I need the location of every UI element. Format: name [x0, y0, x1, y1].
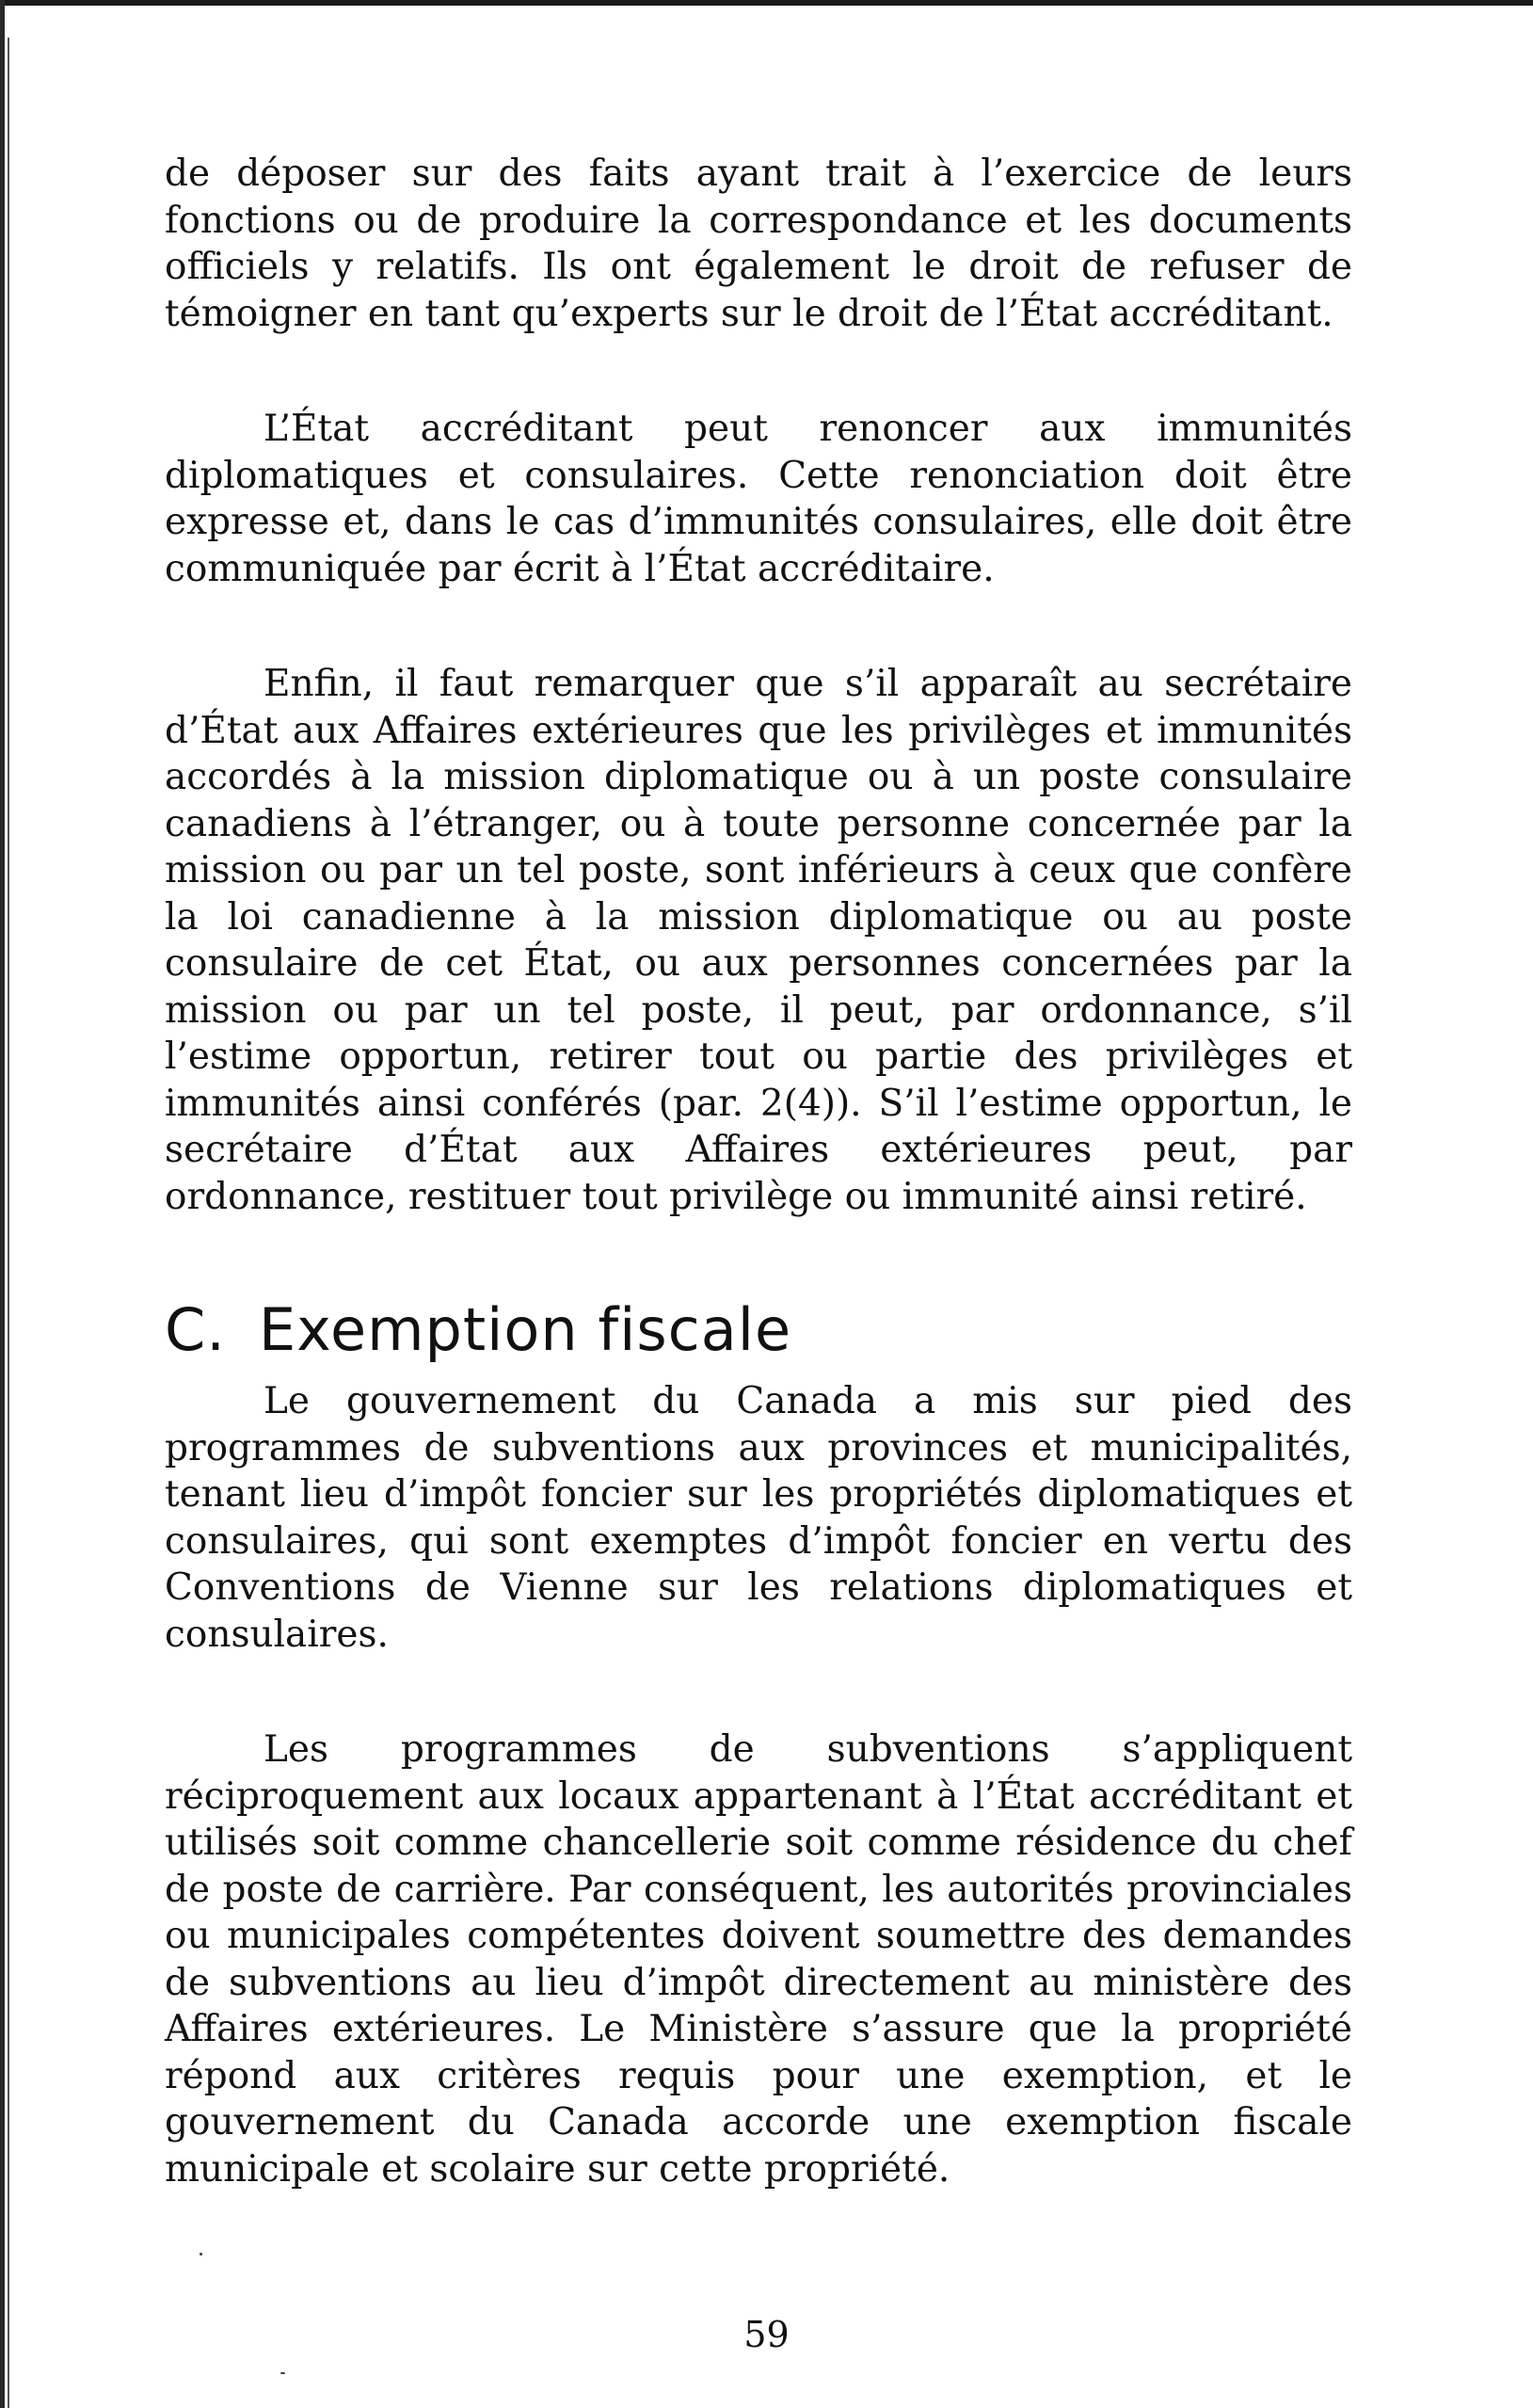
scan-speck [280, 2372, 285, 2374]
paragraph-grant-programs: Le gouvernement du Canada a mis sur pied des programmes de subventions aux provinces et municipalités, tenant lieu d’impôt foncier sur les propriétés diplomatiques et consulaires, qui sont exemptes d’impôt foncier en vertu des Conventions de Vienne sur les relations diplomatiques et consulaires. [165, 1380, 1352, 1656]
page-number: 59 [743, 2314, 790, 2355]
section-title: Exemption fiscale [259, 1295, 792, 1364]
section-heading [165, 1295, 1352, 1365]
paragraph-waiver: L’État accréditant peut renoncer aux immunités diplomatiques et consulaires. Cette renonciation doit être expresse et, dans le cas d’immunités consulaires, elle doit être communiquée par écrit à l’État accréditaire. [165, 408, 1352, 590]
scan-binding-line [8, 38, 9, 2408]
page-body [165, 151, 1352, 2192]
scan-top-edge [0, 0, 1533, 6]
section-letter: C. [165, 1295, 226, 1364]
paragraph-reciprocity: Enfin, il faut remarquer que s’il apparaît au secrétaire d’État aux Affaires extérieures que les privilèges et immunités accordés à la mission diplomatique ou à un poste consulaire canadiens à l’étranger, ou à toute personne concernée par la mission ou par un tel poste, sont inférieurs à ceux que confère la loi canadienne à la mission diplomatique ou au poste consulaire de cet État, ou aux personnes concernées par la mission ou par un tel poste, il peut, par ordonnance, s’il l’estime opportun, retirer tout ou partie des privilèges et immunités ainsi conférés (par. 2(4)). S’il l’estime opportun, le secrétaire d’État aux Affaires extérieures peut, par ordonnance, restituer tout privilège ou immunité ainsi retiré. [165, 663, 1352, 1218]
paragraph-grant-application: Les programmes de subventions s’appliquent réciproquement aux locaux appartenant à l’État accréditant et utilisés soit comme chancellerie soit comme résidence du chef de poste de carrière. Par conséquent, les autorités provinciales ou municipales compétentes doivent soumettre des demandes de subventions au lieu d’impôt directement au ministère des Affaires extérieures. Le Ministère s’assure que la propriété répond aux critères requis pour une exemption, et le gouvernement du Canada accorde une exemption fiscale municipale et scolaire sur cette propriété. [165, 1728, 1352, 2191]
paragraph-continuation: de déposer sur des faits ayant trait à l’exercice de leurs fonctions ou de produire la correspondance et les documents officiels y relatifs. Ils ont également le droit de refuser de témoigner en tant qu’experts sur le droit de l’État accréditant. [165, 153, 1352, 335]
scan-speck [200, 2253, 202, 2255]
scan-left-edge [0, 0, 5, 2408]
